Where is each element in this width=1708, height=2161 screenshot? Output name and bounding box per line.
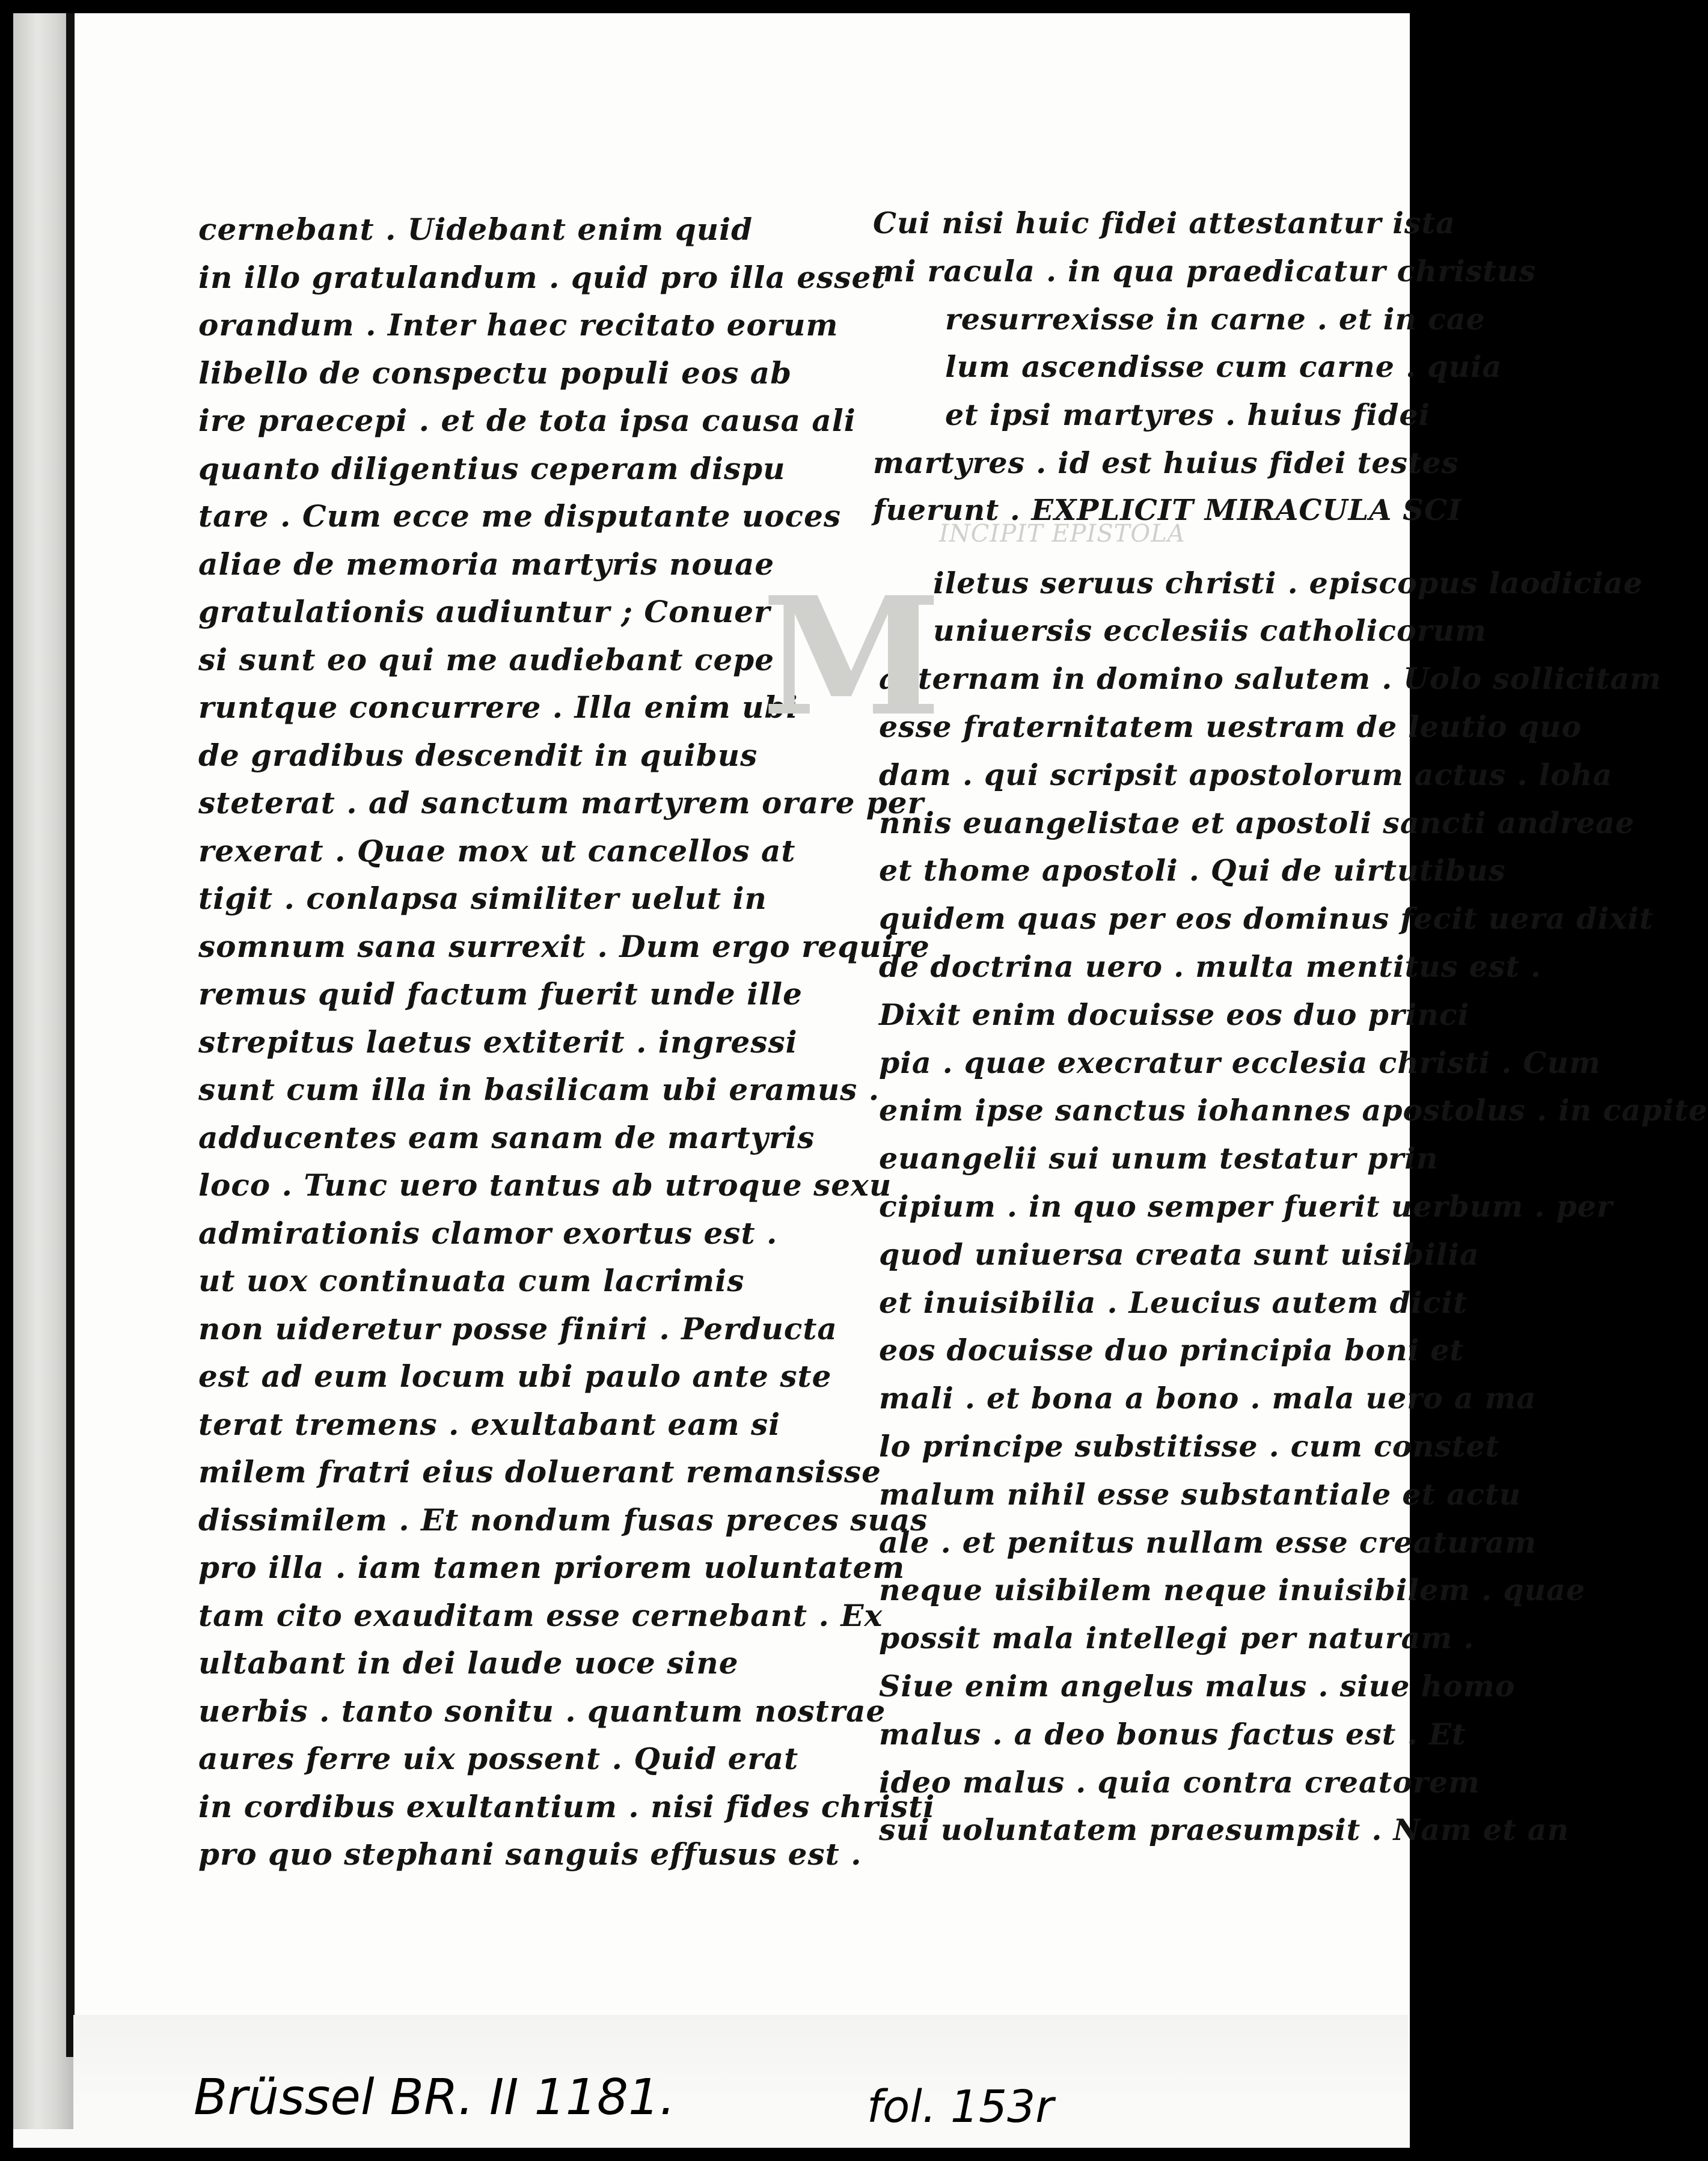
right-column-line: aeternam in domino salutem . Uolo sollicitam bbox=[879, 661, 1662, 697]
right-column-line: fuerunt . EXPLICIT MIRACULA SCI bbox=[873, 493, 1462, 527]
left-column-line: orandum . Inter haec recitato eorum bbox=[198, 307, 839, 343]
shelfmark-annotation: Brüssel BR. II 1181. bbox=[194, 2069, 676, 2126]
left-column-line: quanto diligentius ceperam dispu bbox=[198, 450, 786, 486]
left-column-line: aures ferre uix possent . Quid erat bbox=[198, 1741, 799, 1776]
binding-gutter bbox=[13, 13, 73, 2129]
left-column-line: loco . Tunc uero tantus ab utroque sexu bbox=[198, 1167, 892, 1203]
left-column-line: admirationis clamor exortus est . bbox=[198, 1215, 778, 1251]
right-column-line: mi racula . in qua praedicatur christus bbox=[873, 253, 1537, 289]
left-column-line: tare . Cum ecce me disputante uoces bbox=[198, 498, 842, 534]
decorated-initial: M bbox=[762, 561, 941, 752]
left-column-line: sunt cum illa in basilicam ubi eramus . bbox=[198, 1072, 880, 1107]
right-column-line: quidem quas per eos dominus fecit uera dixit bbox=[879, 901, 1654, 937]
left-column-line: runtque concurrere . Illa enim ubi bbox=[198, 689, 798, 725]
left-column-line: non uideretur posse finiri . Perducta bbox=[198, 1310, 837, 1346]
right-column-line: sui uoluntatem praesumpsit . Nam et an bbox=[879, 1812, 1570, 1848]
right-column-line: INCIPIT EPISTOLA bbox=[939, 519, 1186, 548]
left-column-line: dissimilem . Et nondum fusas preces suas bbox=[198, 1502, 928, 1538]
left-column-line: somnum sana surrexit . Dum ergo require bbox=[198, 928, 930, 964]
left-column-line: si sunt eo qui me audiebant cepe bbox=[198, 641, 775, 677]
right-column-line: lo principe substitisse . cum constet bbox=[879, 1428, 1500, 1464]
left-column-line: libello de conspectu populi eos ab bbox=[198, 355, 792, 391]
right-column-line: ideo malus . quia contra creatorem bbox=[879, 1764, 1480, 1800]
left-column-line: cernebant . Uidebant enim quid bbox=[198, 212, 753, 247]
right-column-line: malum nihil esse substantiale et actu bbox=[879, 1476, 1522, 1512]
right-column-line: quod uniuersa creata sunt uisibilia bbox=[879, 1236, 1480, 1272]
right-column-line: esse fraternitatem uestram de leutio quo bbox=[879, 709, 1582, 744]
right-column-line: Cui nisi huic fidei attestantur ista bbox=[873, 206, 1455, 240]
photo-frame bbox=[13, 13, 1708, 2148]
right-column-line: uniuersis ecclesiis catholicorum bbox=[933, 613, 1487, 649]
right-column-line: martyres . id est huius fidei testes bbox=[873, 445, 1459, 480]
right-column-line: pia . quae execratur ecclesia christi . Cum bbox=[879, 1045, 1601, 1080]
right-column-line: dam . qui scripsit apostolorum actus . loha bbox=[879, 757, 1613, 792]
left-column-line: tigit . conlapsa similiter uelut in bbox=[198, 881, 767, 916]
right-column-line: iletus seruus christi . episcopus laodiciae bbox=[933, 565, 1643, 601]
right-column-line: de doctrina uero . multa mentitus est . bbox=[879, 949, 1542, 984]
left-column-line: in cordibus exultantium . nisi fides christi bbox=[198, 1788, 935, 1824]
left-column-line: ultabant in dei laude uoce sine bbox=[198, 1645, 739, 1681]
right-column-line: eos docuisse duo principia boni et bbox=[879, 1333, 1465, 1368]
right-column-line: euangelii sui unum testatur prin bbox=[879, 1141, 1439, 1176]
right-column-line: Dixit enim docuisse eos duo princi bbox=[879, 997, 1470, 1032]
right-column-line: enim ipse sanctus iohannes apostolus . in capite bbox=[879, 1093, 1708, 1128]
right-column-line: malus . a deo bonus factus est . Et bbox=[879, 1716, 1466, 1752]
left-column-line: pro illa . iam tamen priorem uoluntatem bbox=[198, 1550, 905, 1585]
right-column-line: resurrexisse in carne . et in cae bbox=[945, 301, 1486, 337]
left-column-line: rexerat . Quae mox ut cancellos at bbox=[198, 833, 796, 869]
right-column-line: et inuisibilia . Leucius autem dicit bbox=[879, 1285, 1468, 1320]
left-column-line: terat tremens . exultabant eam si bbox=[198, 1406, 781, 1442]
right-column-line: possit mala intellegi per naturam . bbox=[879, 1621, 1475, 1656]
right-column-line: ale . et penitus nullam esse creaturam bbox=[879, 1524, 1537, 1560]
left-column-line: pro quo stephani sanguis effusus est . bbox=[198, 1836, 862, 1872]
left-column-line: ut uox continuata cum lacrimis bbox=[198, 1263, 745, 1298]
right-column-line: et thome apostoli . Qui de uirtutibus bbox=[879, 853, 1506, 888]
right-column-line: neque uisibilem neque inuisibilem . quae bbox=[879, 1573, 1586, 1608]
left-column-line: in illo gratulandum . quid pro illa esset bbox=[198, 259, 886, 295]
left-column-line: strepitus laetus extiterit . ingressi bbox=[198, 1024, 798, 1060]
left-column-line: milem fratri eius doluerant remansisse bbox=[198, 1454, 881, 1490]
binding-edge bbox=[66, 13, 75, 2057]
left-column-line: aliae de memoria martyris nouae bbox=[198, 546, 775, 582]
left-column-line: gratulationis audiuntur ; Conuer bbox=[198, 594, 771, 629]
left-column-line: ire praecepi . et de tota ipsa causa ali bbox=[198, 403, 856, 438]
right-column-line: et ipsi martyres . huius fidei bbox=[945, 397, 1431, 433]
left-column-line: de gradibus descendit in quibus bbox=[198, 737, 758, 773]
left-column-line: remus quid factum fuerit unde ille bbox=[198, 976, 803, 1012]
left-column-line: uerbis . tanto sonitu . quantum nostrae bbox=[198, 1693, 886, 1729]
right-column-line: cipium . in quo semper fuerit uerbum . per bbox=[879, 1188, 1613, 1224]
right-column-line: Siue enim angelus malus . siue homo bbox=[879, 1668, 1516, 1704]
folio-number: fol. 153r bbox=[867, 2081, 1054, 2133]
right-column-line: nnis euangelistae et apostoli sancti andreae bbox=[879, 805, 1635, 840]
left-column-line: steterat . ad sanctum martyrem orare per bbox=[198, 785, 924, 821]
right-column-line: mali . et bona a bono . mala uero a ma bbox=[879, 1381, 1537, 1416]
left-column-line: adducentes eam sanam de martyris bbox=[198, 1119, 815, 1155]
left-column-line: tam cito exauditam esse cernebant . Ex bbox=[198, 1597, 883, 1633]
left-column-line: est ad eum locum ubi paulo ante ste bbox=[198, 1359, 832, 1394]
right-column-line: lum ascendisse cum carne . quia bbox=[945, 349, 1502, 385]
